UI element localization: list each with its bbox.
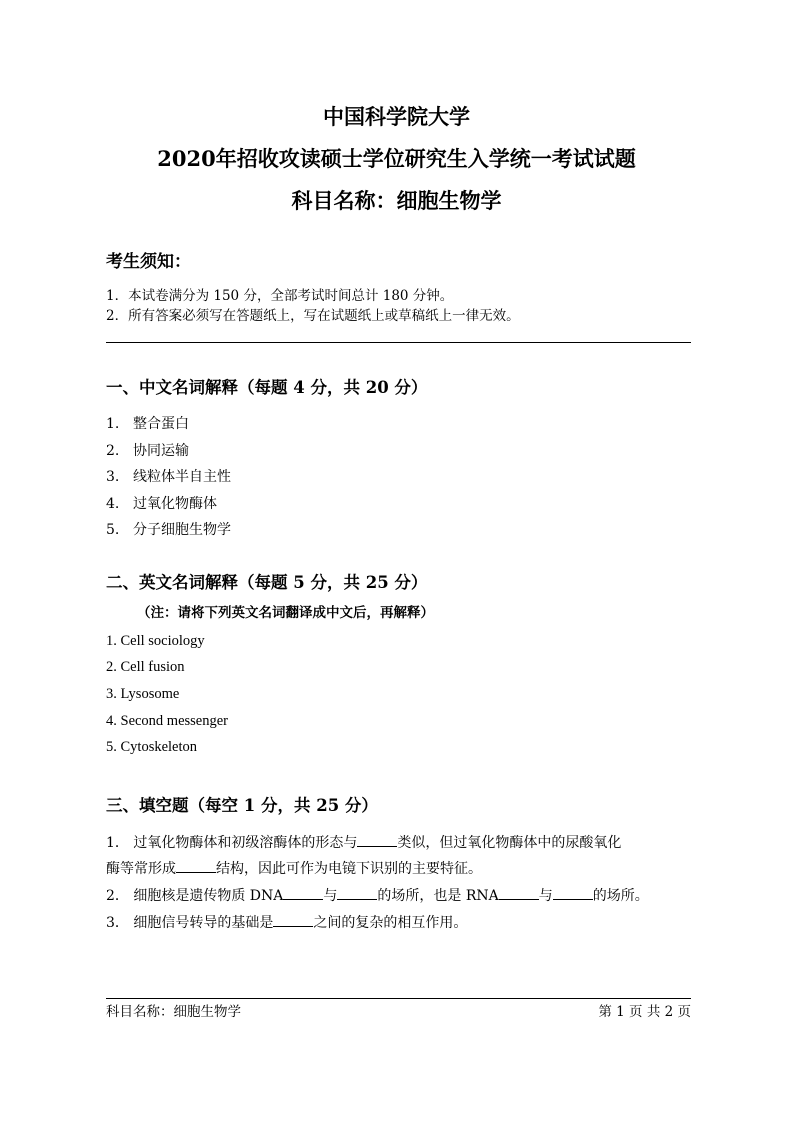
answer-blank[interactable]	[553, 885, 593, 900]
item-number: 1.	[106, 416, 120, 432]
subject-title: 科目名称：细胞生物学	[291, 188, 502, 213]
section2-heading: 二、英文名词解释（每题 5 分，共 25 分）	[106, 573, 428, 592]
notice-item: 1．本试卷满分为 150 分，全部考试时间总计 180 分钟。	[106, 288, 454, 304]
question-text: 与	[323, 888, 338, 904]
list-item: 3. Lysosome	[106, 686, 180, 702]
footer-divider	[106, 998, 691, 999]
item-text: 过氧化物酶体	[133, 496, 217, 512]
section1-heading: 一、中文名词解释（每题 4 分，共 20 分）	[106, 378, 428, 397]
exam-title: 2020年招收攻读硕士学位研究生入学统一考试试题	[157, 146, 636, 171]
item-text: 分子细胞生物学	[133, 522, 231, 538]
question-2	[106, 885, 691, 906]
list-item	[106, 441, 189, 461]
question-1-line2	[106, 858, 691, 879]
answer-blank[interactable]	[499, 885, 539, 900]
list-item: 4. Second messenger	[106, 713, 229, 729]
answer-blank[interactable]	[283, 885, 323, 900]
list-item: 2. Cell fusion	[106, 659, 185, 675]
section2-note: （注：请将下列英文名词翻译成中文后，再解释）	[137, 605, 434, 621]
question-text: 3． 细胞信号转导的基础是	[106, 915, 274, 931]
answer-blank[interactable]	[357, 832, 397, 847]
list-item	[106, 414, 189, 434]
question-text: 结构，因此可作为电镜下识别的主要特征。	[216, 861, 482, 877]
list-item: 1. Cell sociology	[106, 633, 205, 649]
question-1-line1	[106, 832, 691, 853]
footer-subject: 科目名称：细胞生物学	[106, 1004, 241, 1020]
answer-blank[interactable]	[337, 885, 377, 900]
university-title: 中国科学院大学	[323, 104, 470, 129]
item-text: 协同运输	[133, 443, 189, 459]
notice-heading: 考生须知：	[106, 252, 191, 272]
answer-blank[interactable]	[273, 912, 313, 927]
question-text: 与	[538, 888, 553, 904]
item-text: 整合蛋白	[133, 416, 189, 432]
item-number: 4.	[106, 496, 120, 512]
question-text: 类似，但过氧化物酶体中的尿酸氧化	[397, 835, 622, 851]
item-number: 2.	[106, 443, 120, 459]
list-item	[106, 494, 217, 514]
item-number: 5.	[106, 522, 120, 538]
item-number: 3.	[106, 469, 120, 485]
divider	[106, 342, 691, 343]
question-text: 1． 过氧化物酶体和初级溶酶体的形态与	[106, 835, 358, 851]
question-text: 的场所，也是 RNA	[377, 888, 499, 904]
question-3	[106, 912, 691, 933]
list-item	[106, 467, 231, 487]
list-item	[106, 520, 231, 540]
footer-page-number: 第 1 页 共 2 页	[598, 1004, 691, 1020]
item-text: 线粒体半自主性	[133, 469, 231, 485]
answer-blank[interactable]	[176, 858, 216, 873]
question-text: 之间的复杂的相互作用。	[313, 915, 468, 931]
notice-item: 2．所有答案必须写在答题纸上，写在试题纸上或草稿纸上一律无效。	[106, 308, 520, 324]
question-text: 酶等常形成	[106, 861, 176, 877]
section3-heading: 三、填空题（每空 1 分，共 25 分）	[106, 796, 378, 815]
question-text: 2． 细胞核是遗传物质 DNA	[106, 888, 284, 904]
list-item: 5. Cytoskeleton	[106, 739, 198, 755]
question-text: 的场所。	[592, 888, 649, 904]
